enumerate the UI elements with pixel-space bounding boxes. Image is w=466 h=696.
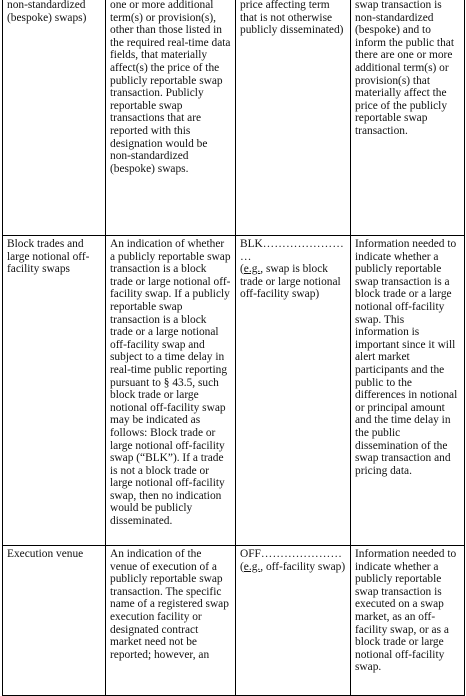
purpose-cell [351, 236, 465, 546]
table-row [3, 236, 465, 546]
data-field-cell [3, 236, 106, 546]
example-dots: …………………… [240, 238, 344, 263]
purpose-text: swap transaction is non-standardized (bespoke) and to inform the public that there are one or more additional term(s) or provision(s) that materially affect the price of the publicly reportable swap transaction. [355, 0, 455, 137]
purpose-cell [351, 546, 465, 696]
example-text [240, 0, 346, 37]
description-cell [106, 0, 236, 236]
example-eg: e.g. [243, 263, 261, 276]
data-field-text: Block trades and large notional off-facility swaps [7, 238, 90, 276]
example-rest: , off-facility swap) [260, 560, 346, 573]
example-code: BLK [240, 238, 263, 250]
data-field-cell [3, 546, 106, 696]
description-cell [106, 546, 236, 696]
description-text: An indication of the venue of execution of a publicly reportable swap transaction. The specific name of a registered swap execution facility or designated contract market need not be reported; however, an [110, 548, 229, 661]
table-row [3, 0, 465, 236]
description-cell [106, 236, 236, 546]
purpose-cell [351, 0, 465, 236]
data-field-text: non-standardized (bespoke) swaps) [7, 0, 87, 24]
description-text: An indication of whether a publicly reportable swap transaction is a block trade or large notional off-facility swap. If a publicly reportable swap transaction is a block trade or a large notional off-facility swap and subject to a time delay in real-time public reporting pursuant to § 43.5, such block trade or large notional off-facility swap may be indicated as follows: Block trade or large notional off-facility swap (“BLK”). If a trade is not a block trade or large notional off-facility swap, then no indication would be publicly disseminated. [110, 238, 231, 528]
purpose-text: Information needed to indicate whether a publicly reportable swap transaction is executed on a swap market, as an off-facility swap, or as a block trade or large notional off-facility swap. [355, 548, 457, 674]
example-dots: ………………… [260, 548, 343, 560]
description-text: one or more additional term(s) or provision(s), other than those listed in the required real-time data fields, that materially affect(s) the price of the publicly reportable swap transaction. Publicly reportable swap transactions that are reported with this designation would be non-standardized (bespoke) swaps. [110, 0, 231, 175]
data-field-text: Execution venue [7, 548, 84, 560]
example-rest: , swap is block trade or large notional off-facility swap) [240, 263, 341, 301]
example-eg: e.g. [243, 560, 261, 573]
table-row [3, 546, 465, 696]
purpose-text: Information needed to indicate whether a publicly reportable swap transaction is a block trade or a large notional off-facility swap. This information is important since it will alert market participants and the public to the differences in notional or principal amount and the time delay in the public dissemination of the swap transaction and pricing data. [355, 238, 458, 477]
example-cell [236, 0, 351, 236]
example-text: BLK…………………… (e.g., swap is block trade or large notional off-facility swap) [240, 238, 344, 301]
data-field-cell [3, 0, 106, 236]
example-cell [236, 236, 351, 546]
example-cell [236, 546, 351, 696]
real-time-data-fields-table [2, 0, 465, 696]
example-text: OFF………………… (e.g., off-facility swap) [240, 548, 346, 573]
example-rest: price affecting term that is not otherwise publicly disseminated) [240, 0, 344, 37]
example-code: OFF [240, 548, 261, 560]
